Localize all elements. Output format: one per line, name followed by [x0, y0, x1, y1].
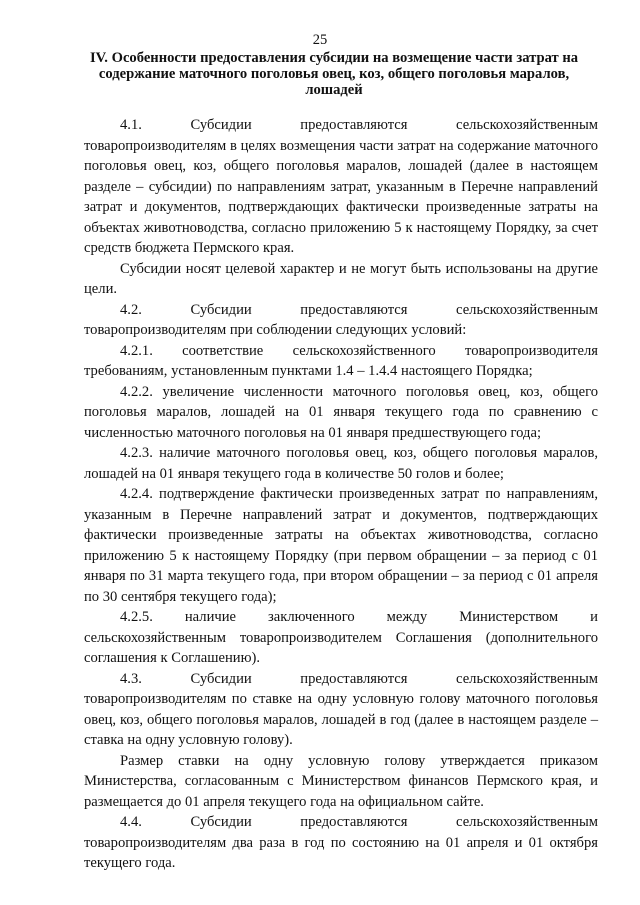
paragraph-4-2-4: 4.2.4. подтверждение фактически произведенных затрат по направлениям, указанным в Перечне направлений затрат и документов, подтверждающих фактически произведенные затраты на объектах животноводства, согласно приложению 5 к настоящему Порядку (при первом обращении – за период с 01 января по 31 марта текущего года, при втором обращении – за период с 01 апреля по 30 сентября текущего года); — [84, 486, 598, 605]
page-number: 25 — [312, 32, 328, 48]
paragraph-4-2-2: 4.2.2. увеличение численности маточного поголовья овец, коз, общего поголовья маралов, лошадей на 01 января текущего года по сравнению с численностью маточного поголовья на 01 января предшествующего года; — [84, 383, 598, 441]
paragraph-4-4: 4.4. Субсидии предоставляются сельскохозяйственным товаропроизводителям два раза в год по состоянию на 01 апреля и 01 октября текущего года. — [84, 814, 598, 871]
paragraph-4-2: 4.2. Субсидии предоставляются сельскохозяйственным товаропроизводителям при соблюдении следующих условий: — [84, 301, 598, 338]
document-body — [84, 115, 598, 874]
paragraph-4-3: 4.3. Субсидии предоставляются сельскохозяйственным товаропроизводителям по ставке на одну условную голову маточного поголовья овец, коз, общего поголовья маралов, лошадей в год (далее в настоящем разделе – ставка на одну условную голову). — [84, 670, 598, 748]
paragraph-4-2-1: 4.2.1. соответствие сельскохозяйственного товаропроизводителя требованиям, установленным пунктами 1.4 – 1.4.4 настоящего Порядка; — [84, 342, 598, 379]
paragraph-rate: Размер ставки на одну условную голову утверждается приказом Министерства, согласованным с Министерством финансов Пермского края, и размещается до 01 апреля текущего года на официальном сайте. — [84, 752, 598, 810]
paragraph-4-2-3: 4.2.3. наличие маточного поголовья овец, коз, общего поголовья маралов, лошадей на 01 января текущего года в количестве 50 голов и более; — [84, 445, 598, 482]
paragraph-4-2-5: 4.2.5. наличие заключенного между Министерством и сельскохозяйственным товаропроизводителем Соглашения (дополнительного соглашения к Соглашению). — [84, 609, 598, 666]
section-heading: IV. Особенности предоставления субсидии на возмещение части затрат на содержание маточного поголовья овец, коз, общего поголовья маралов, лошадей — [89, 50, 579, 98]
paragraph-4-1: 4.1. Субсидии предоставляются сельскохозяйственным товаропроизводителям в целях возмещения части затрат на содержание маточного поголовья овец, коз, общего поголовья маралов, лошадей (далее в настоящем разделе – субсидии) по направлениям затрат, указанным в Перечне направлений затрат и документов, подтверждающих фактически произведенные затраты на объектах животноводства, согласно приложению 5 к настоящему Порядку, за счет средств бюджета Пермского края. — [84, 117, 598, 256]
paragraph-purpose: Субсидии носят целевой характер и не могут быть использованы на другие цели. — [84, 260, 598, 297]
